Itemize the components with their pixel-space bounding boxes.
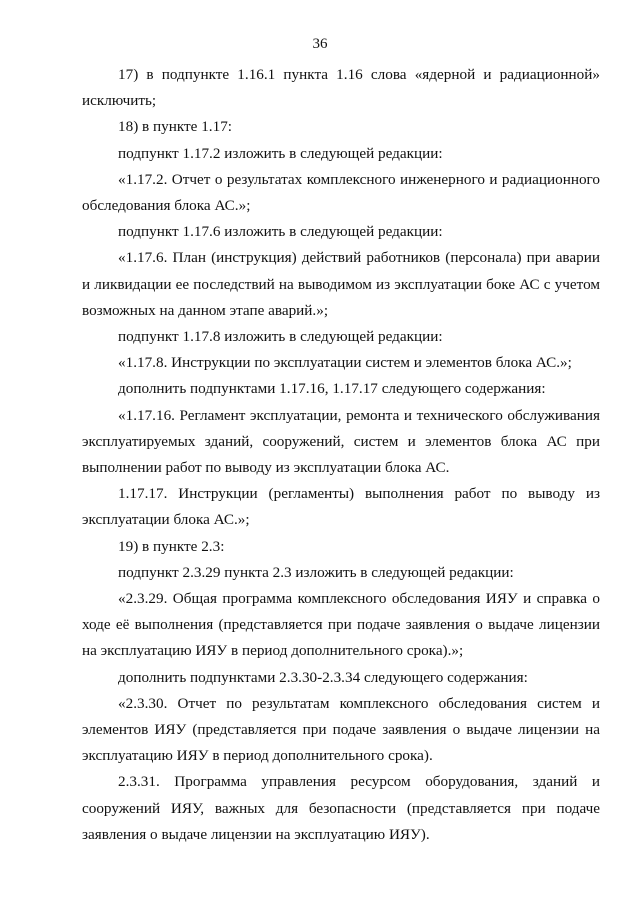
subpoint-1-17-16-text: «1.17.16. Регламент эксплуатации, ремонта и технического обслуживания эксплуатируемых зданий, сооружений, систем и элементов блока АС при выполнении работ по выводу из эксплуатации блока АС. xyxy=(82,406,600,477)
subpoint-1-17-2-text: «1.17.2. Отчет о результатах комплексного инженерного и радиационного обследования блока АС.»; xyxy=(82,170,600,215)
document-body xyxy=(82,62,600,848)
subpoint-2-3-29-text: «2.3.29. Общая программа комплексного обследования ИЯУ и справка о ходе её выполнения (представляется при подаче заявления о выдаче лицензии на эксплуатацию ИЯУ в период дополнительного срока).»; xyxy=(82,590,600,660)
paragraph-18: 18) в пункте 1.17: xyxy=(118,118,233,136)
subpoint-1-17-6-text: «1.17.6. План (инструкция) действий работников (персонала) при аварии и ликвидации ее последствий на выводимом из эксплуатации боке АС с учетом возможных на данном этапе аварий.»; xyxy=(82,249,600,319)
subpoint-2-3-30-text: «2.3.30. Отчет по результатам комплексного обследования систем и элементов ИЯУ (представляется при подаче заявления о выдаче лицензии на эксплуатацию ИЯУ в период дополнительного срока). xyxy=(82,694,600,765)
subpoint-2-3-31-text: 2.3.31. Программа управления ресурсом оборудования, зданий и сооружений ИЯУ, важных для безопасности (представляется при подаче заявления о выдаче лицензии на эксплуатацию ИЯУ). xyxy=(82,773,600,843)
subpoint-1-17-2-intro: подпункт 1.17.2 изложить в следующей редакции: xyxy=(118,144,443,162)
paragraph-17: 17) в подпункте 1.16.1 пункта 1.16 слова «ядерной и радиационной» исключить; xyxy=(82,66,600,110)
subpoint-1-17-8-text: «1.17.8. Инструкции по эксплуатации систем и элементов блока АС.»; xyxy=(118,354,572,372)
subpoint-1-17-6-intro: подпункт 1.17.6 изложить в следующей редакции: xyxy=(118,223,443,241)
page-number: 36 xyxy=(312,36,328,52)
subpoint-2-3-29-intro: подпункт 2.3.29 пункта 2.3 изложить в следующей редакции: xyxy=(118,563,514,581)
add-subpoints-1-17-intro: дополнить подпунктами 1.17.16, 1.17.17 следующего содержания: xyxy=(118,380,546,398)
add-subpoints-2-3-intro: дополнить подпунктами 2.3.30-2.3.34 следующего содержания: xyxy=(118,668,528,686)
paragraph-19: 19) в пункте 2.3: xyxy=(118,537,225,555)
subpoint-1-17-17-text: 1.17.17. Инструкции (регламенты) выполнения работ по выводу из эксплуатации блока АС.»; xyxy=(82,485,600,529)
subpoint-1-17-8-intro: подпункт 1.17.8 изложить в следующей редакции: xyxy=(118,328,443,346)
